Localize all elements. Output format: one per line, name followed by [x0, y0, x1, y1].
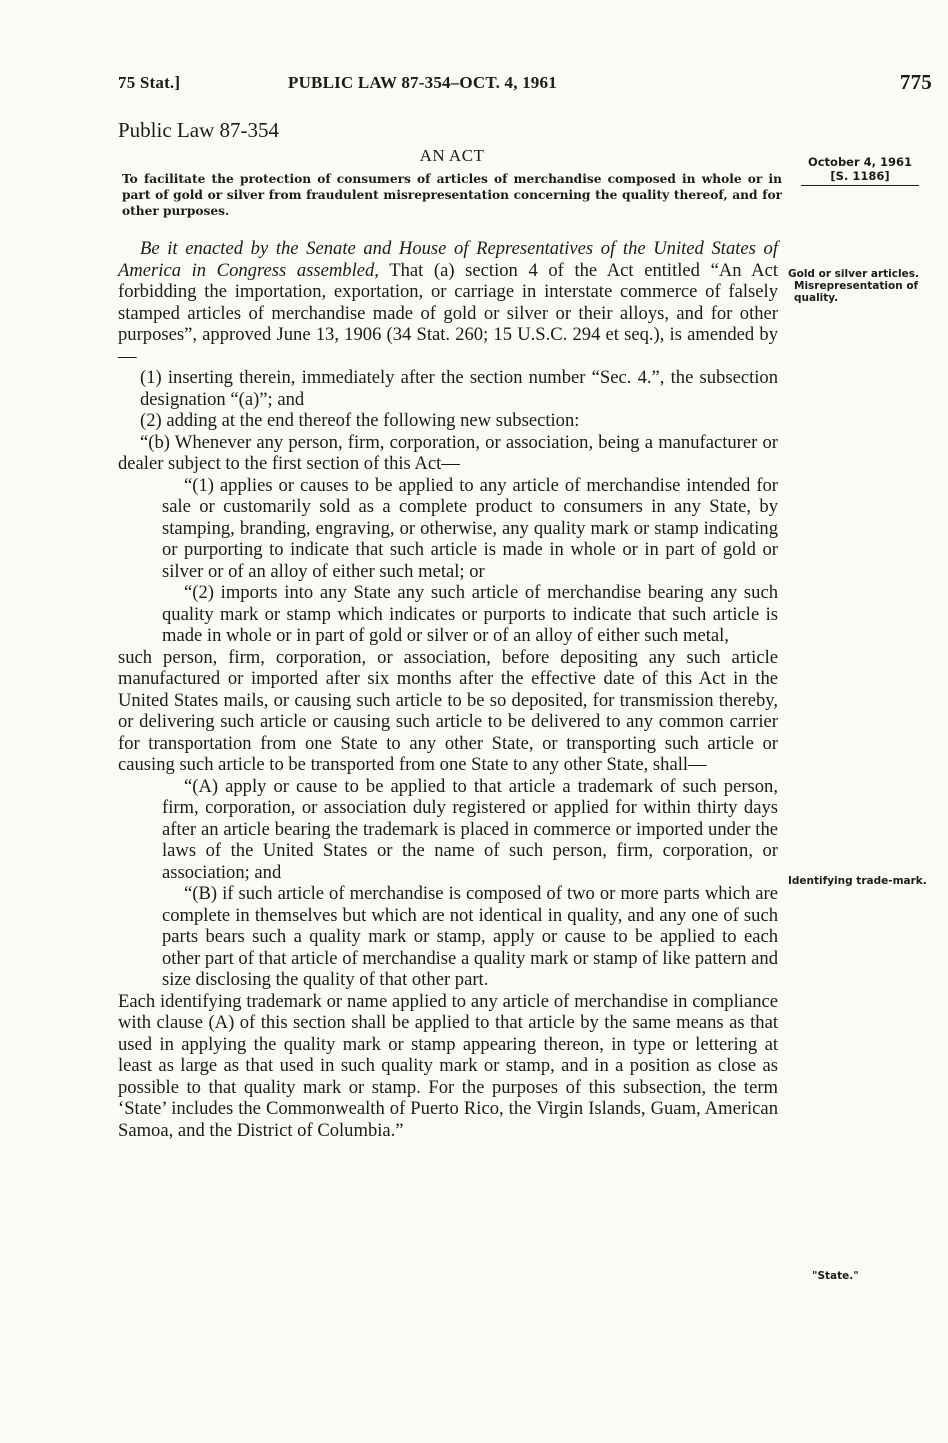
such-person-paragraph: such person, firm, corporation, or association, before depositing any such article manufactured or imported after six months after the effective date of this Act in the United States mails, or causing such article to be so deposited, for transmission thereby, or delivering such article or causing such article to be delivered to any common carrier for transportation from one State to any other State, or transporting such article or causing such article to be transported from one State to any other State, shall— — [118, 646, 778, 775]
statute-body — [118, 238, 778, 1141]
clause-a: “(A) apply or cause to be applied to that article a trademark of such person, firm, corporation, or association duly registered or applied for within thirty days after an article bearing the trademark is placed in commerce or imported under the laws of the United States or the name of such person, firm, corporation, or association; and — [162, 775, 778, 883]
margin-note-gold-silver — [788, 268, 930, 304]
closing-paragraph: Each identifying trademark or name applied to any article of merchandise in compliance with clause (A) of this section shall be applied to that article by the same means as that used in applying the quality mark or stamp appearing thereon, in type or lettering at least as large as that used in such quality mark or stamp, and in a position as close as possible to that quality mark or stamp. For the purposes of this subsection, the term ‘State’ includes the Commonwealth of Puerto Rico, the Virgin Islands, Guam, American Samoa, and the District of Columbia.” — [118, 990, 778, 1141]
clause-1: “(1) applies or causes to be applied to any article of merchandise intended for sale or customarily sold as a complete product to consumers in any State, by stamping, branding, engraving, or otherwise, any quality mark or stamp indicating or purporting to indicate that such article is made in whole or in part of gold or silver or of an alloy of either such metal; or — [162, 474, 778, 582]
clause-b: “(B) if such article of merchandise is composed of two or more parts which are complete in themselves but which are not identical in quality, and any one of such parts bears such a quality mark or stamp, apply or cause to be applied to each other part of that article of merchandise a quality mark or stamp of like pattern and size disclosing the quality of that other part. — [162, 883, 778, 990]
margin-note-gold-silver-line1: Gold or silver articles. — [788, 268, 919, 280]
law-title: Public Law 87-354 — [118, 118, 279, 142]
clause-2: “(2) imports into any State any such article of merchandise bearing any such quality mark or stamp which indicates or purports to indicate that such article is made in whole or in part of gold or silver or of an alloy of either such metal, — [162, 582, 778, 646]
running-head — [118, 70, 938, 96]
item-2: (2) adding at the end thereof the following new subsection: — [140, 410, 580, 431]
margin-note-state: "State." — [812, 1270, 859, 1282]
act-heading-text: AN ACT — [419, 146, 485, 165]
running-head-volume: 75 Stat.] — [118, 73, 181, 92]
margin-note-gold-silver-line2: Misrepresentation of quality. — [794, 280, 919, 304]
section-amendment-text: That (a) section 4 of the Act entitled “An Act forbidding the importation, exportation, or carriage in interstate commerce of falsely stamped articles of merchandise made of gold or silver or their alloys, and for other purposes”, approved June 13, 1906 (34 Stat. 260; 15 U.S.C. 294 et seq.), is amended by— — [118, 259, 778, 367]
enacting-paragraph — [118, 238, 778, 367]
item-1: (1) inserting therein, immediately after the section number “Sec. 4.”, the subsection designation “(a)”; and — [140, 367, 778, 410]
enacting-clause: Be it enacted by the Senate and House of Representatives of the United States of America in Congress assembled, — [118, 238, 778, 281]
bill-number: [S. 1186] — [830, 169, 890, 183]
date-rule — [801, 185, 919, 186]
enactment-date: October 4, 1961 — [807, 155, 913, 169]
purpose-statement: To facilitate the protection of consumers of articles of merchandise composed in whole or in part of gold or silver from fraudulent misrepresentation concerning the quality thereof, and for other purposes. — [122, 172, 782, 218]
page-number: 775 — [899, 70, 932, 94]
subsection-b: “(b) Whenever any person, firm, corporation, or association, being a manufacturer or dealer subject to the first section of this Act— — [118, 431, 778, 474]
margin-note-trademark: Identifying trade-mark. — [788, 875, 927, 887]
margin-date-note — [790, 155, 930, 186]
running-head-title: PUBLIC LAW 87-354–OCT. 4, 1961 — [288, 73, 557, 92]
